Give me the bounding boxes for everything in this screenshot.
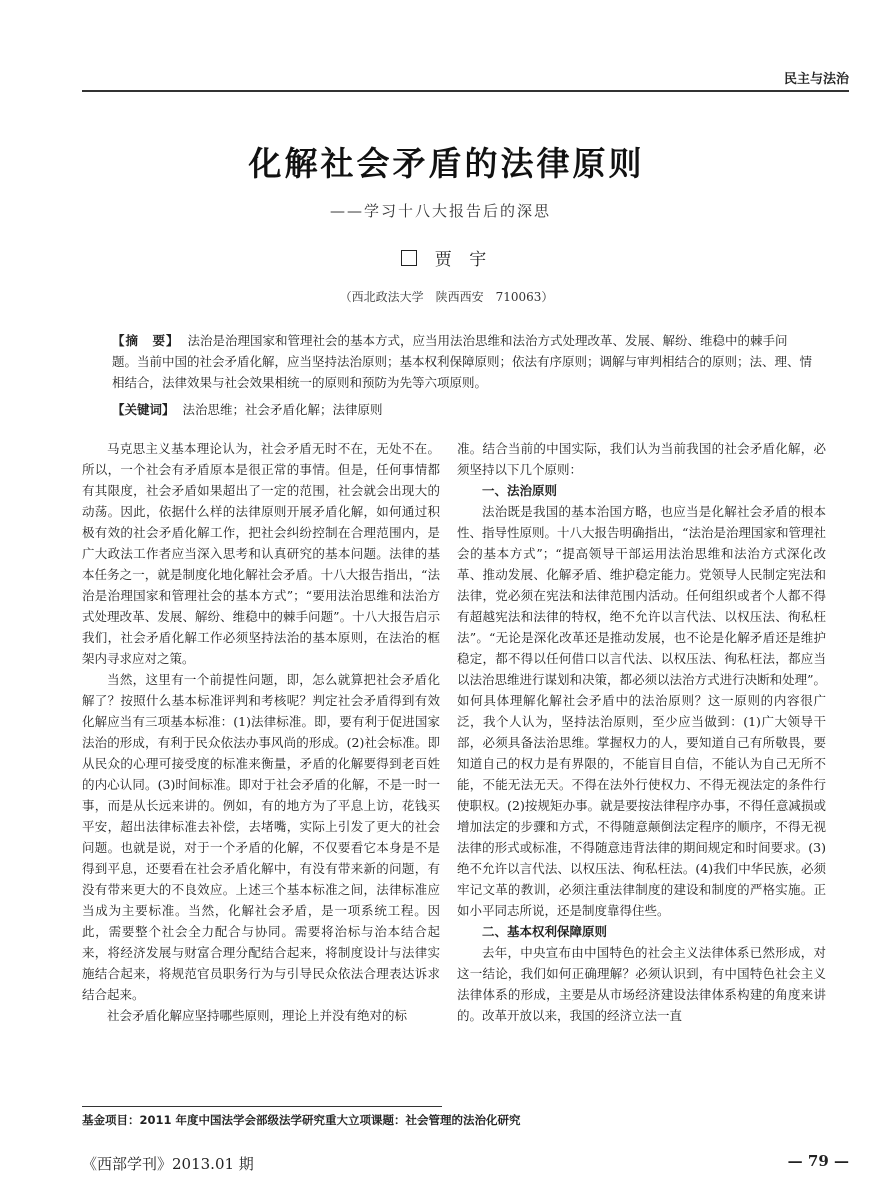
author-name: 贾 宇 bbox=[434, 250, 493, 270]
paragraph: 马克思主义基本理论认为，社会矛盾无时不在，无处不在。所以，一个社会有矛盾原本是很正常的事情。但是，任何事情都有其限度，社会矛盾如果超出了一定的范围，社会就会出现大的动荡。因此，依据什么样的法律原则开展矛盾化解，如何通过积极有效的社会矛盾化解工作，把社会纠纷控制在合理范围内，是广大政法工作者应当深入思考和认真研究的基本问题。法律的基本任务之一，就是制度化地化解社会矛盾。十八大报告指出，“法治是治理国家和管理社会的基本方式”；“要用法治思维和法治方式处理改革、发展、解纷、维稳中的棘手问题”。十八大报告启示我们，社会矛盾化解工作必须坚持法治的基本原则，在法治的框架内寻求应对之策。 bbox=[82, 441, 440, 666]
keywords bbox=[112, 399, 812, 420]
section-tag: 民主与法治 bbox=[783, 72, 849, 87]
article-subtitle: ——学习十八大报告后的深思 bbox=[330, 202, 552, 220]
section-heading: 一、法治原则 bbox=[482, 483, 558, 498]
paragraph: 当然，这里有一个前提性问题，即，怎么就算把社会矛盾化解了？按照什么基本标准评判和考核呢？判定社会矛盾得到有效化解应当有三项基本标准：(1)法律标准。即，要有利于促进国家法治的形成，有利于民众依法办事风尚的形成。(2)社会标准。即从民众的心理可接受度的标准来衡量，矛盾的化解要得到老百姓的内心认同。(3)时间标准。即对于社会矛盾的化解，不是一时一事，而是从长远来讲的。例如，有的地方为了平息上访，花钱买平安，超出法律标准去补偿，去堵嘴，实际上引发了更大的社会问题。也就是说，对于一个矛盾的化解，不仅要看它本身是不是得到平息，还要看在社会矛盾化解中，有没有带来新的问题，有没有带来更大的不良效应。上述三个基本标准之间，法律标准应当成为主要标准。当然，化解社会矛盾，是一项系统工程。因此，需要整个社会全力配合与协同。需要将治标与治本结合起来，将经济发展与财富合理分配结合起来，将制度设计与法律实施结合起来，将规范官员职务行为与引导民众依法合理表达诉求结合起来。 bbox=[82, 672, 440, 1002]
section-heading: 二、基本权利保障原则 bbox=[482, 924, 608, 939]
author-box-icon bbox=[401, 250, 417, 266]
footnote-rule bbox=[82, 1106, 442, 1107]
paragraph: 法治既是我国的基本治国方略，也应当是化解社会矛盾的根本性、指导性原则。十八大报告明确指出，“法治是治理国家和管理社会的基本方式”；“提高领导干部运用法治思维和法治方式深化改革、推动发展、化解矛盾、维护稳定能力。党领导人民制定宪法和法律，党必须在宪法和法律范围内活动。任何组织或者个人都不得有超越宪法和法律的特权，绝不允许以言代法、以权压法、徇私枉法”。“无论是深化改革还是推动发展，也不论是化解矛盾还是维护稳定，都不得以任何借口以言代法、以权压法、徇私枉法，都应当以法治思维进行谋划和决策，都必须以法治方式进行决断和处理”。如何具体理解化解社会矛盾中的法治原则？这一原则的内容很广泛，我个人认为，坚持法治原则，至少应当做到：(1)广大领导干部，必须具备法治思维。掌握权力的人，要知道自己有所敬畏，要知道自己的权力是有界限的，不能盲目自信，不能认为自己无所不能，不能无法无天。不得在法外行使权力、不得无视法定的条件行使职权。(2)按规矩办事。就是要按法律程序办事，不得任意减损或增加法定的步骤和方式，不得随意颠倒法定程序的顺序，不得无视法律的形式或标准，不得随意违背法律的期间规定和时间要求。(3)绝不允许以言代法、以权压法、徇私枉法。(4)我们中华民族，必须牢记文革的教训，必须注重法律制度的建设和制度的严格实施。正如小平同志所说，还是制度靠得住些。 bbox=[457, 504, 826, 918]
page-number: — 79 — bbox=[787, 1152, 849, 1170]
abstract bbox=[112, 330, 812, 393]
keywords-text: 法治思维；社会矛盾化解；法律原则 bbox=[182, 402, 383, 417]
author-line bbox=[0, 245, 893, 270]
header-rule bbox=[82, 90, 849, 92]
abstract-label: 【摘 要】 bbox=[112, 333, 180, 348]
abstract-text: 法治是治理国家和管理社会的基本方式，应当用法治思维和法治方式处理改革、发展、解纷、维稳中的棘手问题。当前中国的社会矛盾化解，应当坚持法治原则；基本权利保障原则；依法有序原则；调解与审判相结合的原则；法、理、情相结合，法律效果与社会效果相统一的原则和预防为先等六项原则。 bbox=[112, 333, 813, 390]
paragraph: 准。结合当前的中国实际，我们认为当前我国的社会矛盾化解，必须坚持以下几个原则： bbox=[457, 441, 826, 477]
right-column bbox=[457, 438, 826, 1026]
left-column bbox=[82, 438, 440, 1026]
article-title: 化解社会矛盾的法律原则 bbox=[248, 144, 645, 183]
journal-footer: 《西部学刊》2013.01 期 bbox=[82, 1155, 254, 1173]
footnote: 基金项目：2011 年度中国法学会部级法学研究重大立项课题：社会管理的法治化研究 bbox=[82, 1113, 521, 1127]
paragraph: 社会矛盾化解应坚持哪些原则，理论上并没有绝对的标 bbox=[107, 1008, 408, 1023]
paragraph: 去年，中央宣布由中国特色的社会主义法律体系已然形成，对这一结论，我们如何正确理解？必须认识到，有中国特色社会主义法律体系的形成，主要是从市场经济建设法律体系构建的角度来讲的。改革开放以来，我国的经济立法一直 bbox=[457, 945, 826, 1023]
keywords-label: 【关键词】 bbox=[112, 402, 175, 417]
affiliation: （西北政法大学 陕西西安 710063） bbox=[339, 290, 554, 304]
